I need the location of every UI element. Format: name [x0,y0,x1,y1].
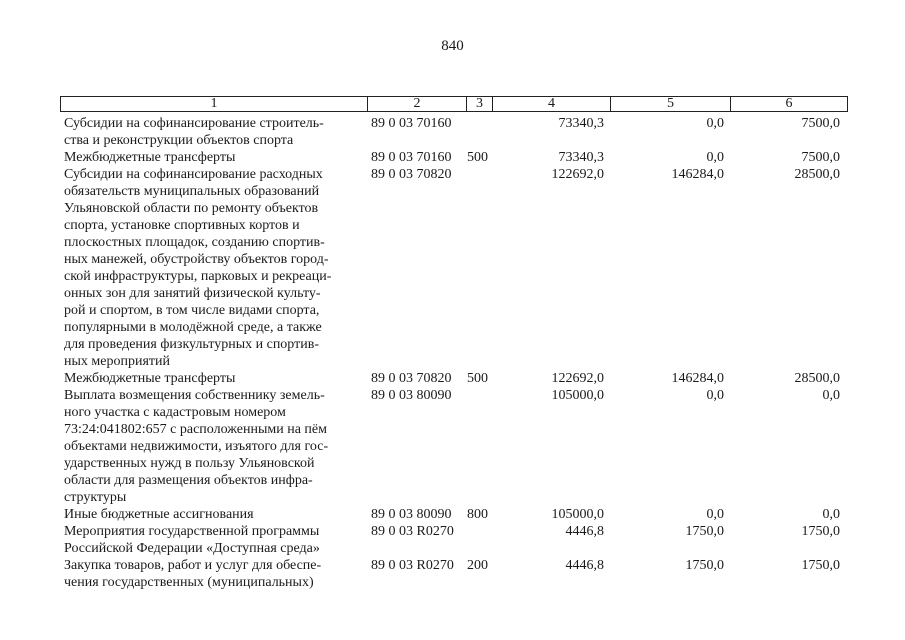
row-value-col4: 122692,0 [551,371,604,386]
row-expense-type [466,387,492,506]
row-value-col6: 28500,0 [794,167,840,182]
header-col-1: 1 [61,97,368,111]
row-value-col6: 1750,0 [801,524,840,539]
header-col-2: 2 [368,97,467,111]
row-description-line: ства и реконструкции объектов спорта [64,133,294,148]
row-value-col4: 73340,3 [558,116,604,131]
row-value-col6: 7500,0 [801,150,840,165]
row-value-col4: 122692,0 [551,167,604,182]
row-description-line: чения государственных (муниципальных) [64,575,314,590]
row-value-col5: 0,0 [706,388,724,403]
row-value-col6: 0,0 [822,388,840,403]
row-description-line: ных манежей, обустройству объектов город- [64,252,329,267]
page-number: 840 [441,38,464,54]
row-expense-type: 800 [467,507,488,522]
row-description-line: ской инфраструктуры, парковых и рекреаци- [64,269,332,284]
row-description-line: Российской Федерации «Доступная среда» [64,541,320,556]
row-description-line: ного участка с кадастровым номером [64,405,286,420]
table-header [60,96,848,112]
row-code: 89 0 03 R0270 [371,524,454,539]
row-description [60,370,365,387]
row-description-line: 73:24:041802:657 с расположенными на пём [64,422,327,437]
row-description-line: Субсидии на софинансирование строитель- [64,116,324,131]
row-value-col5: 1750,0 [685,558,724,573]
row-description-line: Ульяновской области по ремонту объектов [64,201,319,216]
row-description [60,149,365,166]
row-description-line: объектами недвижимости, изъятого для гос- [64,439,329,454]
row-code: 89 0 03 70160 [371,150,452,165]
row-value-col5: 146284,0 [671,167,724,182]
header-col-5: 5 [611,97,731,111]
row-value-col5: 0,0 [706,507,724,522]
row-value-col6: 7500,0 [801,116,840,131]
header-col-6: 6 [785,96,793,111]
row-code: 89 0 03 80090 [371,388,452,403]
table-row [60,166,848,370]
row-expense-type [466,523,492,557]
table-body [60,115,848,591]
row-value-col4: 4446,8 [565,558,604,573]
row-expense-type [466,166,492,370]
row-value-col4: 4446,8 [565,524,604,539]
header-col-4: 4 [493,97,611,111]
row-code: 89 0 03 R0270 [371,558,454,573]
row-value-col5: 146284,0 [671,371,724,386]
row-value-col6: 1750,0 [801,558,840,573]
row-value-col5: 1750,0 [685,524,724,539]
row-expense-type: 500 [467,371,488,386]
table-row [60,115,848,149]
row-code: 89 0 03 70160 [371,116,452,131]
row-code: 89 0 03 70820 [371,167,452,182]
row-description-line: Межбюджетные трансферты [64,371,236,386]
row-expense-type [466,115,492,149]
table-row [60,387,848,506]
table-row [60,149,848,166]
row-value-col5: 0,0 [706,150,724,165]
row-description-line: плоскостных площадок, созданию спортив- [64,235,325,250]
row-description-line: структуры [64,490,127,505]
header-col-3: 3 [467,97,493,111]
row-description-line: онных зон для занятий физической культу- [64,286,321,301]
row-value-col6: 0,0 [822,507,840,522]
row-code: 89 0 03 80090 [371,507,452,522]
row-description [60,523,365,557]
row-description-line: рой и спортом, в том числе видами спорта, [64,303,320,318]
row-code: 89 0 03 70820 [371,371,452,386]
row-expense-type: 500 [467,150,488,165]
table-row [60,506,848,523]
row-description [60,557,365,591]
table-row [60,370,848,387]
row-description-line: ударственных нужд в пользу Ульяновской [64,456,315,471]
row-expense-type: 200 [467,558,488,573]
row-description-line: Субсидии на софинансирование расходных [64,167,323,182]
row-value-col4: 105000,0 [551,507,604,522]
row-description [60,115,365,149]
row-description-line: Выплата возмещения собственнику земель- [64,388,325,403]
table-row [60,523,848,557]
row-value-col5: 0,0 [706,116,724,131]
row-description [60,506,365,523]
row-description-line: Иные бюджетные ассигнования [64,507,254,522]
row-description [60,166,365,370]
table-row [60,557,848,591]
row-description-line: Межбюджетные трансферты [64,150,236,165]
row-description-line: популярными в молодёжной среде, а также [64,320,322,335]
row-description-line: Закупка товаров, работ и услуг для обеспе- [64,558,322,573]
row-value-col4: 73340,3 [558,150,604,165]
row-value-col6: 28500,0 [794,371,840,386]
row-description-line: области для размещения объектов инфра- [64,473,313,488]
row-description-line: для проведения физкультурных и спортив- [64,337,320,352]
row-description [60,387,365,506]
row-description-line: Мероприятия государственной программы [64,524,320,539]
row-description-line: спорта, установке спортивных кортов и [64,218,300,233]
row-description-line: обязательств муниципальных образований [64,184,320,199]
row-value-col4: 105000,0 [551,388,604,403]
row-description-line: ных мероприятий [64,354,170,369]
